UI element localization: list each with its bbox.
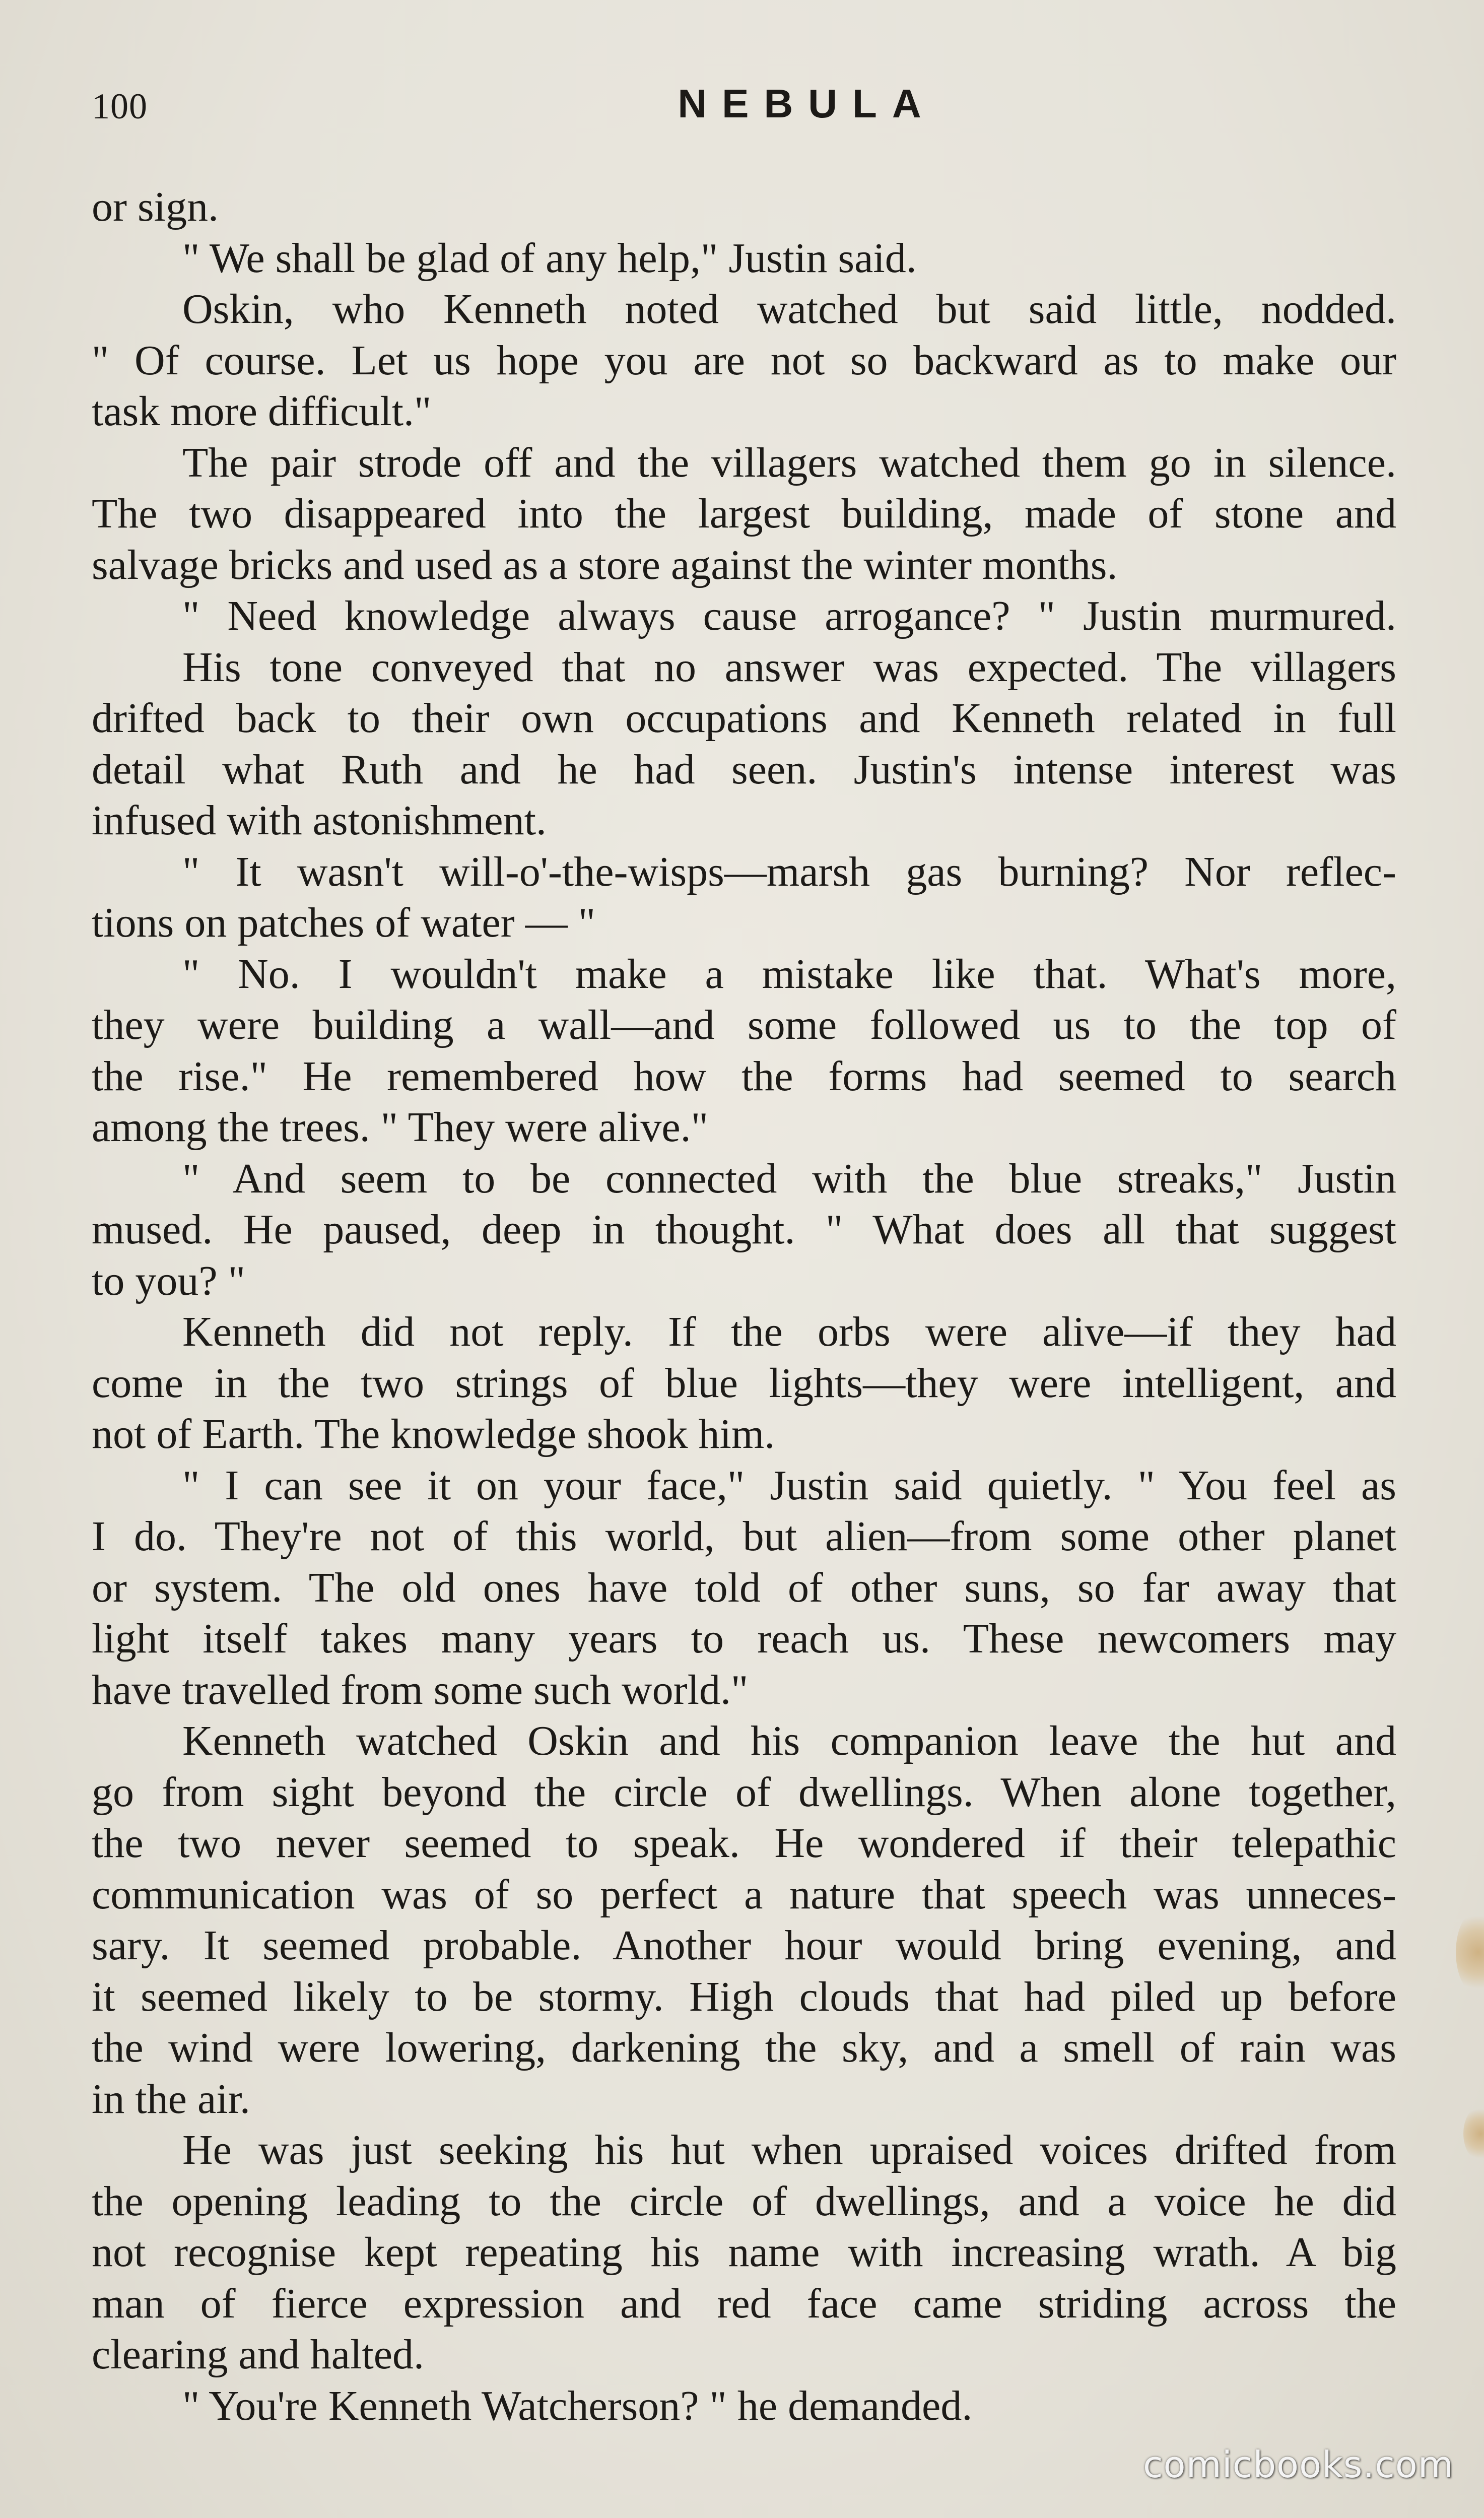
text-line: man of fierce expression and red face came striding across the	[92, 2280, 1396, 2327]
text-line: come in the two strings of blue lights—they were intelligent, and	[92, 1359, 1396, 1407]
text-line: tions on patches of water — "	[92, 899, 596, 946]
text-line: not of Earth. The knowledge shook him.	[92, 1411, 775, 1457]
text-line: " I can see it on your face," Justin said quietly. " You feel as	[182, 1462, 1396, 1509]
text-line: Oskin, who Kenneth noted watched but said little, nodded.	[182, 286, 1396, 333]
text-line: " And seem to be connected with the blue streaks," Justin	[182, 1155, 1396, 1202]
text-line: to you? "	[92, 1257, 245, 1304]
text-line: mused. He paused, deep in thought. " What does all that suggest	[92, 1206, 1396, 1253]
page-header	[92, 81, 1396, 141]
text-line: Kenneth did not reply. If the orbs were alive—if they had	[182, 1308, 1396, 1355]
text-line: or sign.	[92, 183, 219, 230]
text-line: His tone conveyed that no answer was expected. The villagers	[182, 643, 1396, 691]
text-line: go from sight beyond the circle of dwellings. When alone together,	[92, 1768, 1396, 1816]
paper-stain-upper	[1456, 1909, 1484, 1995]
text-line: or system. The old ones have told of other suns, so far away that	[92, 1564, 1396, 1611]
text-line: salvage bricks and used as a store against the winter months.	[92, 541, 1118, 588]
text-line: it seemed likely to be stormy. High clouds that had piled up before	[92, 1973, 1396, 2020]
text-line: task more difficult."	[92, 388, 432, 435]
text-line: among the trees. " They were alive."	[92, 1104, 708, 1151]
text-line: " It wasn't will-o'-the-wisps—marsh gas burning? Nor reflec-	[182, 848, 1396, 895]
text-line: detail what Ruth and he had seen. Justin's intense interest was	[92, 746, 1396, 793]
text-line: the wind were lowering, darkening the sky, and a smell of rain was	[92, 2024, 1396, 2071]
text-line: the rise." He remembered how the forms had seemed to search	[92, 1052, 1396, 1100]
text-line: " Of course. Let us hope you are not so backward as to make our	[92, 337, 1396, 384]
text-line: " You're Kenneth Watcherson? " he demanded.	[182, 2382, 973, 2429]
text-line: communication was of so perfect a nature that speech was unneces-	[92, 1871, 1396, 1918]
text-line: infused with astonishment.	[92, 797, 547, 844]
running-title: NEBULA	[678, 81, 936, 126]
text-line: have travelled from some such world."	[92, 1666, 749, 1713]
text-line: The two disappeared into the largest building, made of stone and	[92, 490, 1396, 537]
text-line: sary. It seemed probable. Another hour would bring evening, and	[92, 1922, 1396, 1969]
text-line: they were building a wall—and some followed us to the top of	[92, 1002, 1396, 1048]
text-line: He was just seeking his hut when upraised voices drifted from	[182, 2127, 1396, 2173]
text-line: clearing and halted.	[92, 2331, 425, 2378]
text-line: drifted back to their own occupations and Kenneth related in full	[92, 695, 1396, 742]
text-line: in the air.	[92, 2075, 250, 2123]
text-line: " Need knowledge always cause arrogance? " Justin murmured.	[182, 592, 1396, 639]
text-line: The pair strode off and the villagers watched them go in silence.	[182, 439, 1396, 486]
text-line: " No. I wouldn't make a mistake like that. What's more,	[182, 950, 1396, 998]
paper-stain-lower	[1463, 2106, 1484, 2161]
text-line: I do. They're not of this world, but alien—from some other planet	[92, 1513, 1396, 1560]
text-line: light itself takes many years to reach us. These newcomers may	[92, 1615, 1396, 1662]
text-line: the two never seemed to speak. He wondered if their telepathic	[92, 1820, 1396, 1867]
watermark-logo: comicbooks.com	[1142, 2443, 1454, 2486]
text-line: the opening leading to the circle of dwellings, and a voice he did	[92, 2177, 1396, 2225]
text-line: Kenneth watched Oskin and his companion leave the hut and	[182, 1717, 1396, 1764]
story-text	[92, 181, 1396, 2431]
text-line: not recognise kept repeating his name with increasing wrath. A big	[92, 2229, 1396, 2276]
text-line: " We shall be glad of any help," Justin said.	[182, 234, 917, 282]
page-number: 100	[92, 86, 148, 126]
